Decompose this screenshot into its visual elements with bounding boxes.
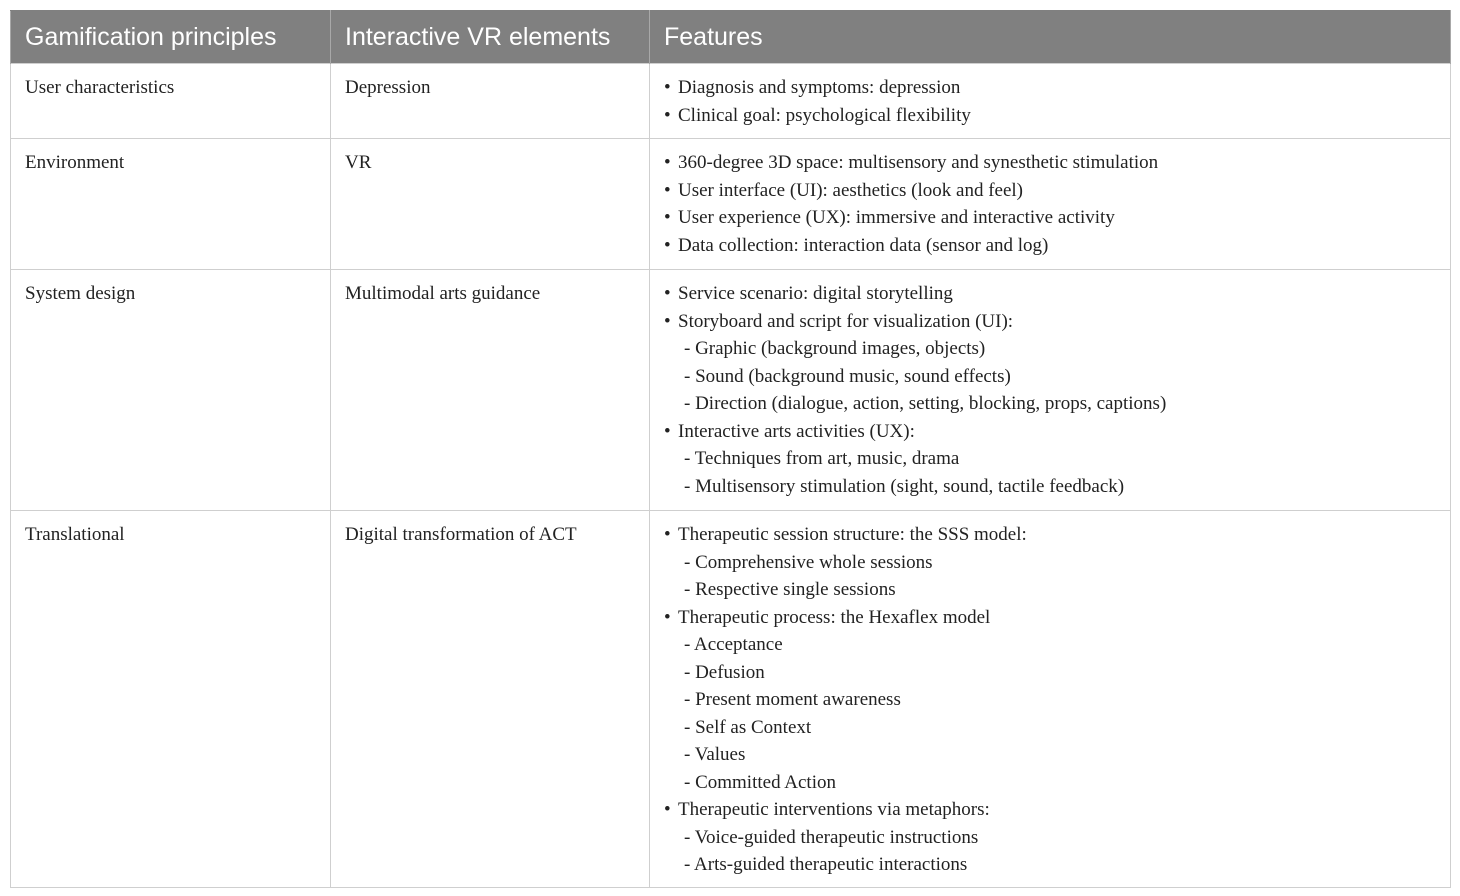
feature-bullet: • Therapeutic process: the Hexaflex model <box>664 604 1436 632</box>
feature-subitem: - Arts-guided therapeutic interactions <box>684 854 968 875</box>
features-list <box>664 521 1436 879</box>
feature-bullet: • Clinical goal: psychological flexibility <box>664 102 1436 130</box>
principle-cell: Environment <box>11 139 331 270</box>
feature-bullet: • Therapeutic interventions via metaphors: <box>664 796 1436 824</box>
element-cell: Digital transformation of ACT <box>331 511 650 888</box>
header-gamification-principles: Gamification principles <box>11 11 331 64</box>
feature-bullet: • User experience (UX): immersive and interactive activity <box>664 204 1436 232</box>
features-cell <box>650 511 1451 888</box>
feature-bullet: • Therapeutic session structure: the SSS model: <box>664 521 1436 549</box>
feature-subitem: - Voice-guided therapeutic instructions <box>684 826 979 848</box>
feature-subitem: - Comprehensive whole sessions <box>684 551 933 573</box>
feature-subitem: - Acceptance <box>684 634 783 655</box>
feature-subitem: - Values <box>684 744 746 765</box>
table-body <box>11 64 1451 888</box>
feature-bullet: • Diagnosis and symptoms: depression <box>664 74 1436 102</box>
feature-subitem: - Present moment awareness <box>684 689 901 710</box>
feature-subitem: - Respective single sessions <box>684 579 896 600</box>
feature-bullet: • Storyboard and script for visualization (UI): <box>664 308 1436 336</box>
header-row <box>11 11 1451 64</box>
features-cell <box>650 139 1451 270</box>
table-row <box>11 511 1451 888</box>
gamification-table <box>10 10 1451 888</box>
table-row <box>11 64 1451 139</box>
element-cell: Depression <box>331 64 650 139</box>
header-features: Features <box>650 11 1451 64</box>
table-header <box>11 11 1451 64</box>
table-row <box>11 139 1451 270</box>
principle-cell: User characteristics <box>11 64 331 139</box>
feature-subitem: - Sound (background music, sound effects) <box>684 365 1011 387</box>
feature-bullet: • User interface (UI): aesthetics (look and feel) <box>664 177 1436 205</box>
feature-subitem: - Defusion <box>684 661 765 683</box>
feature-bullet: • Service scenario: digital storytelling <box>664 280 1436 308</box>
feature-subitem: - Self as Context <box>684 716 812 738</box>
element-cell: Multimodal arts guidance <box>331 270 650 511</box>
table-row <box>11 270 1451 511</box>
feature-subitem: - Multisensory stimulation (sight, sound, tactile feedback) <box>684 475 1125 497</box>
features-list <box>664 74 1436 129</box>
principle-cell: System design <box>11 270 331 511</box>
feature-subitem: - Direction (dialogue, action, setting, blocking, props, captions) <box>684 393 1167 414</box>
features-cell <box>650 64 1451 139</box>
feature-subitem: - Graphic (background images, objects) <box>684 338 986 359</box>
feature-bullet: • 360-degree 3D space: multisensory and synesthetic stimulation <box>664 149 1436 177</box>
feature-subitem: - Committed Action <box>684 771 836 793</box>
feature-bullet: • Interactive arts activities (UX): <box>664 418 1436 446</box>
features-list <box>664 149 1436 259</box>
element-cell: VR <box>331 139 650 270</box>
features-cell <box>650 270 1451 511</box>
principle-cell: Translational <box>11 511 331 888</box>
header-interactive-vr-elements: Interactive VR elements <box>331 11 650 64</box>
feature-subitem: - Techniques from art, music, drama <box>684 448 960 469</box>
features-list <box>664 280 1436 500</box>
feature-bullet: • Data collection: interaction data (sensor and log) <box>664 232 1436 260</box>
